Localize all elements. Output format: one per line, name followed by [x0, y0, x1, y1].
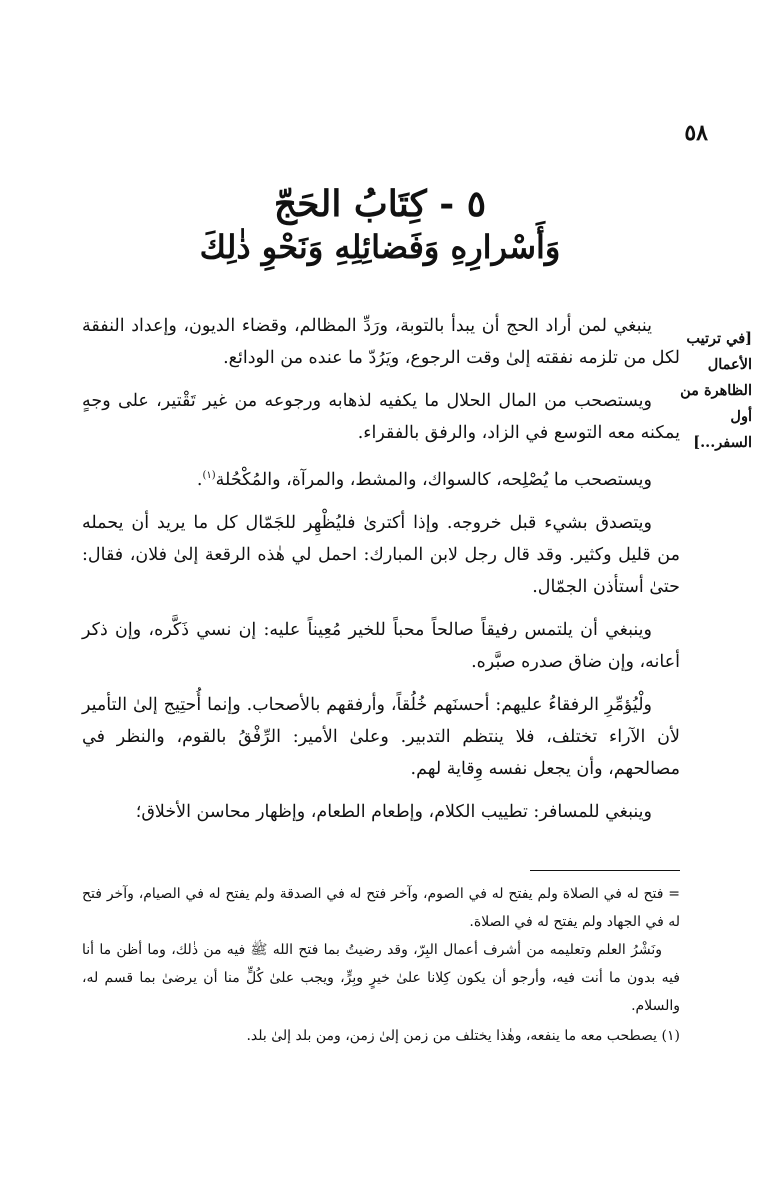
paragraph: وينبغي أن يلتمس رفيقاً صالحاً محباً للخير مُعِيناً عليه: إن نسي ذَكَّره، وإن ذكر أعانه، وإن ضاق صدره صبَّره. [82, 619, 680, 672]
paragraph: ويستصحب ما يُصْلِحه، كالسواك، والمشط، والمرآة، والمُكْحُلة$^{(١)}$. [196, 469, 652, 490]
chapter-subtitle: وَأَسْرارِهِ وَفَضائِلِهِ وَنَحْوِ ذٰلِكَ [199, 228, 561, 266]
footnote-text: يصطحب معه ما ينفعه، وهٰذا يختلف من زمن إلىٰ زمن، ومن بلد إلىٰ بلد. [246, 1028, 658, 1044]
footnotes [82, 880, 680, 1050]
paragraph: وينبغي للمسافر: تطييب الكلام، وإطعام الطعام، وإظهار محاسن الأخلاق؛ [135, 801, 652, 822]
margin-heading: [في ترتيب الأعمال الظاهرة من أول السفر...] [680, 330, 752, 451]
footnote-divider [530, 870, 680, 871]
main-text [82, 310, 680, 839]
paragraph: ينبغي لمن أراد الحج أن يبدأ بالتوبة، ورَدِّ المظالم، وقضاء الديون، وإعداد النفقة لكل من تلزمه نفقته إلىٰ وقت الرجوع، ويَرُدّ ما عنده من الودائع. [82, 316, 680, 368]
footnote-continuation: ونَشْرُ العلم وتعليمه من أشرف أعمال البِرّ، وقد رضيتُ بما فتح الله ﷺ فيه من ذٰلك، وما أظن ما أنا فيه بدون ما أنت فيه، وأرجو أن يكون كِلانا علىٰ خيرٍ وبِرٍّ، ويجب علىٰ كُلٍّ منا أن يرضىٰ بما قسم له، والسلام. [82, 942, 680, 1014]
paragraph: ولْيُؤمِّرِ الرفقاءُ عليهم: أحسنَهم خُلُقاً، وأرفقهم بالأصحاب. وإنما أُحتِيج إلىٰ التأمير لأن الآراء تختلف، فلا ينتظم التدبير. وعلىٰ الأمير: الرِّفْقُ بالقوم، والنظر في مصالحهم، وأن يجعل نفسه وِقاية لهم. [82, 694, 680, 779]
footnote-continuation: = فتح له في الصلاة ولم يفتح له في الصوم، وآخر فتح له في الصدقة ولم يفتح له في الصيام، وآخر فتح له في الجهاد ولم يفتح له في الصلاة. [82, 886, 680, 930]
footnote-number: (١) [661, 1028, 680, 1044]
chapter-title: ٥ - كِتَابُ الحَجّ [273, 183, 487, 225]
footnote-marker: (١) [202, 470, 216, 481]
footnote-item [82, 1022, 680, 1050]
paragraph: ويتصدق بشيء قبل خروجه. وإذا أكترىٰ فليُظْهِر للجَمّال كل ما يريد أن يحمله من قليل وكثير. وقد قال رجل لابن المبارك: احمل لي هٰذه الرقعة إلىٰ فلان، فقال: حتىٰ أستأذن الجمّال. [82, 512, 680, 597]
paragraph: ويستصحب من المال الحلال ما يكفيه لذهابه ورجوعه من غير تَقْتير، على وجهٍ يمكنه معه التوسع في الزاد، والرفق بالفقراء. [82, 391, 680, 443]
paragraph-text: ويستصحب ما يُصْلِحه، كالسواك، والمشط، والمرآة، والمُكْحُلة [215, 469, 652, 490]
page-number: ٥٨ [684, 120, 708, 146]
